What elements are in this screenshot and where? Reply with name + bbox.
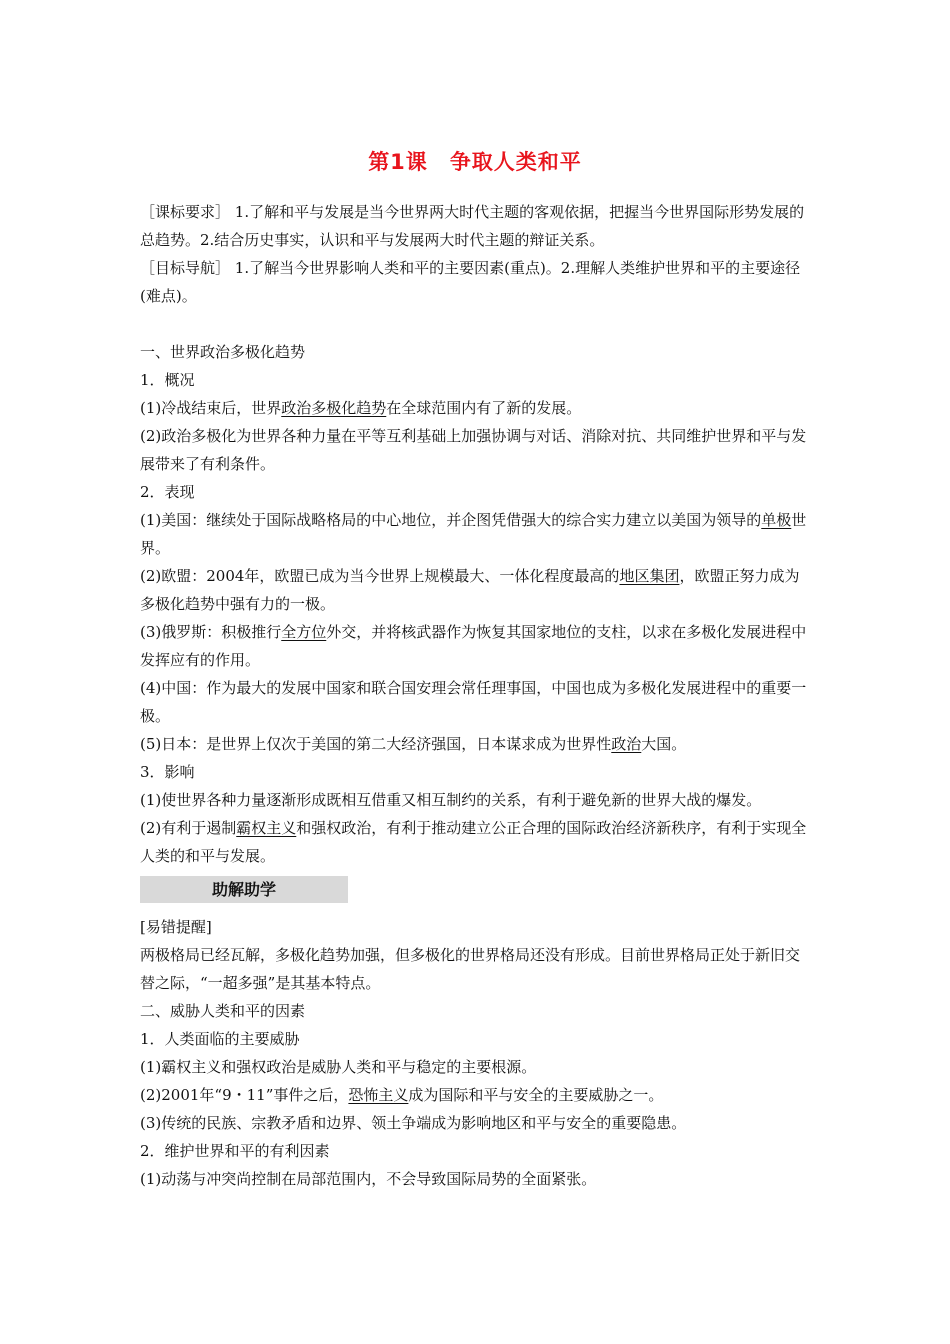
paragraph: (2)欧盟：2004年，欧盟已成为当今世界上规模最大、一体化程度最高的地区集团，欧盟正努力成为多极化趋势中强有力的一极。 — [140, 567, 800, 613]
subheading: 1．概况 — [140, 371, 195, 389]
paragraph: (1)美国：继续处于国际战略格局的中心地位，并企图凭借强大的综合实力建立以美国为领导的单极世界。 — [140, 511, 807, 557]
paragraph: (2)有利于遏制霸权主义和强权政治，有利于推动建立公正合理的国际政治经济新秩序，有利于实现全人类的和平与发展。 — [140, 819, 807, 865]
paragraph: (3)传统的民族、宗教矛盾和边界、领土争端成为影响地区和平与安全的重要隐患。 — [140, 1114, 687, 1132]
section-heading: 一、世界政治多极化趋势 — [140, 343, 306, 361]
paragraph: (3)俄罗斯：积极推行全方位外交，并将核武器作为恢复其国家地位的支柱，以求在多极化发展进程中发挥应有的作用。 — [140, 623, 807, 669]
section-heading: 二、威胁人类和平的因素 — [140, 1002, 306, 1020]
underlined-term: 政治多极化趋势 — [281, 399, 387, 417]
document-body — [140, 198, 812, 1193]
lesson-name: 争取人类和平 — [449, 150, 582, 174]
paragraph: (2)政治多极化为世界各种力量在平等互利基础上加强协调与对话、消除对抗、共同维护世界和平与发展带来了有利条件。 — [140, 427, 807, 473]
help-box: 助解助学 — [140, 876, 348, 903]
lesson-title — [0, 146, 950, 176]
subheading: 3．影响 — [140, 763, 195, 781]
paragraph: (4)中国：作为最大的发展中国家和联合国安理会常任理事国，中国也成为多极化发展进程中的重要一极。 — [140, 679, 807, 725]
spacer — [140, 310, 812, 338]
underlined-term: 恐怖主义 — [348, 1086, 409, 1104]
lesson-number: 第1课 — [368, 150, 428, 174]
paragraph: (1)霸权主义和强权政治是威胁人类和平与稳定的主要根源。 — [140, 1058, 537, 1076]
subheading: 2．表现 — [140, 483, 195, 501]
paragraph: (1)动荡与冲突尚控制在局部范围内，不会导致国际局势的全面紧张。 — [140, 1170, 597, 1188]
target-navigation: ［目标导航］ 1.了解当今世界影响人类和平的主要因素(重点)。2.理解人类维护世界和平的主要途径(难点)。 — [140, 259, 801, 305]
paragraph: (1)冷战结束后，世界政治多极化趋势在全球范围内有了新的发展。 — [140, 399, 582, 417]
tip-label: [易错提醒] — [140, 918, 212, 936]
subheading: 2．维护世界和平的有利因素 — [140, 1142, 330, 1160]
subheading: 1．人类面临的主要威胁 — [140, 1030, 300, 1048]
underlined-term: 政治 — [611, 735, 642, 753]
standard-requirement: ［课标要求］ 1.了解和平与发展是当今世界两大时代主题的客观依据，把握当今世界国际形势发展的总趋势。2.结合历史事实，认识和平与发展两大时代主题的辩证关系。 — [140, 203, 805, 249]
underlined-term: 霸权主义 — [236, 819, 297, 837]
paragraph: (2)2001年“9・11”事件之后，恐怖主义成为国际和平与安全的主要威胁之一。 — [140, 1086, 664, 1104]
underlined-term: 地区集团 — [619, 567, 680, 585]
paragraph: (5)日本：是世界上仅次于美国的第二大经济强国，日本谋求成为世界性政治大国。 — [140, 735, 687, 753]
underlined-term: 全方位 — [281, 623, 327, 641]
underlined-term: 单极 — [761, 511, 792, 529]
paragraph: (1)使世界各种力量逐渐形成既相互借重又相互制约的关系，有利于避免新的世界大战的爆发。 — [140, 791, 762, 809]
tip-text: 两极格局已经瓦解，多极化趋势加强，但多极化的世界格局还没有形成。目前世界格局正处于新旧交替之际，“一超多强”是其基本特点。 — [140, 946, 801, 992]
